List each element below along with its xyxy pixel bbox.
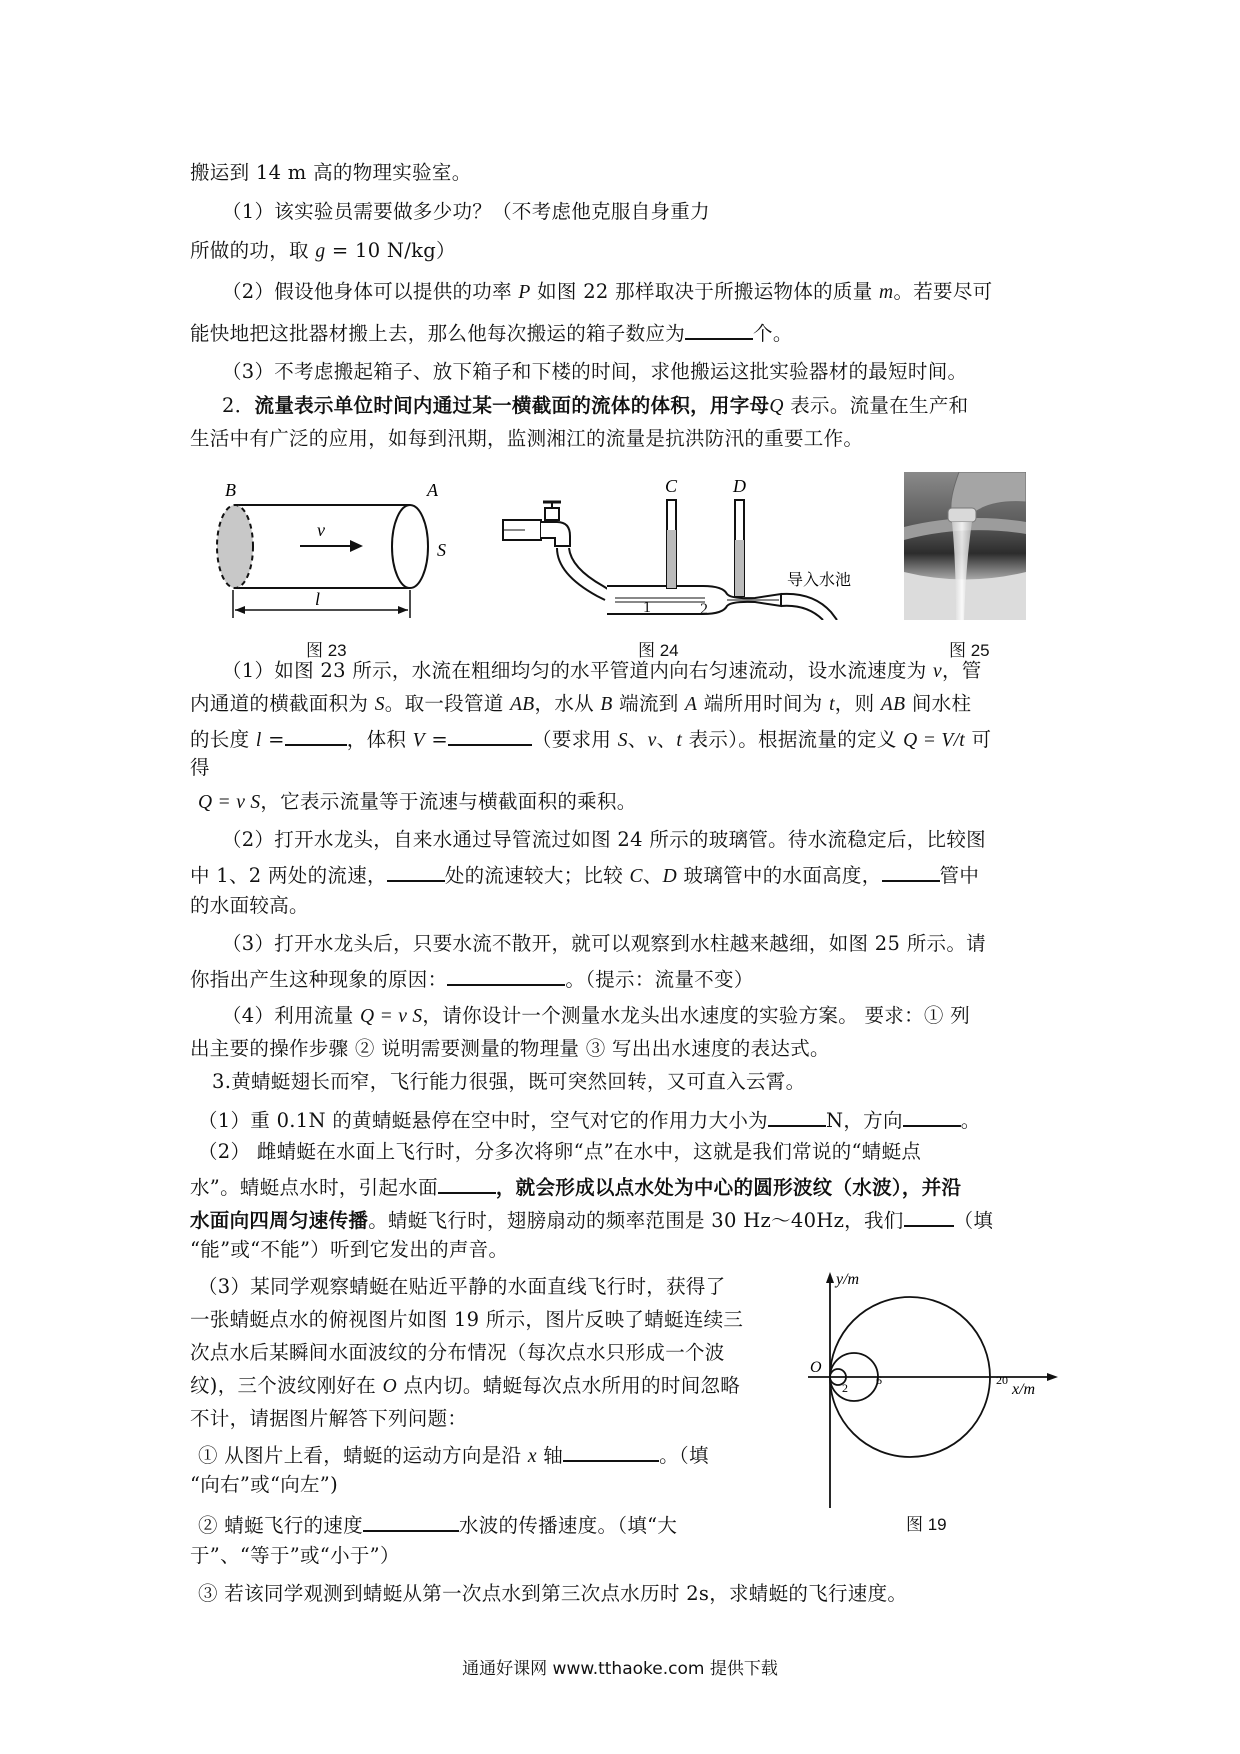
- label-v: v: [317, 520, 325, 540]
- q3-intro: 3.黄蜻蜓翅长而窄，飞行能力很强，既可突然回转，又可直入云霄。: [212, 1070, 806, 1093]
- answer-blank[interactable]: [285, 724, 347, 746]
- figure-25-faucet-photo: [904, 472, 1026, 620]
- q2-part-1: （1）如图 23 所示，水流在粗细均匀的水平管道内向右匀速流动，设水流速度为 v，管: [222, 659, 982, 682]
- label-S: S: [437, 540, 446, 560]
- answer-blank[interactable]: [768, 1105, 826, 1127]
- figure-23-pipe: [205, 470, 460, 620]
- q2-part-4-line-2: 出主要的操作步骤 ② 说明需要测量的物理量 ③ 写出出水速度的表达式。: [190, 1037, 830, 1060]
- label-to-pool: 导入水池: [787, 570, 852, 589]
- label-l: l: [315, 589, 321, 609]
- label-1: 1: [643, 599, 651, 616]
- q3-part-2-line-2: 水”。蜻蜓点水时，引起水面 ，就会形成以点水处为中心的圆形波纹（水波），并沿: [190, 1172, 1060, 1201]
- x-axis-label: x/m: [1012, 1381, 1036, 1398]
- answer-blank[interactable]: [882, 860, 940, 882]
- answer-blank[interactable]: [448, 724, 532, 746]
- figure-19-ripples: [800, 1268, 1072, 1516]
- q1-part-2: （2）假设他身体可以提供的功率 P 如图 22 那样取决于所搬运物体的质量 m。若要尽可: [222, 280, 993, 303]
- q3-part-3-line-3: 次点水后某瞬间水面波纹的分布情况（每次点水只形成一个波: [190, 1341, 725, 1364]
- q3-part-3-sub-1-line-2: “向右”或“向左”): [190, 1473, 338, 1496]
- q1-part-1: （1）该实验员需要做多少功？（不考虑他克服自身重力: [222, 200, 710, 223]
- answer-blank[interactable]: [363, 1510, 459, 1532]
- q3-part-3-sub-2: ② 蜻蜓飞行的速度 水波的传播速度。（填“大: [198, 1510, 1068, 1539]
- label-2: 2: [700, 601, 708, 618]
- q2-intro-cont: 生活中有广泛的应用，如每到汛期，监测湘江的流量是抗洪防汛的重要工作。: [190, 427, 864, 450]
- q2-part-2-line-3: 的水面较高。: [190, 894, 309, 917]
- figure-24-caption: 图 24: [638, 641, 679, 660]
- label-D: D: [733, 476, 746, 496]
- q3-part-2-line-3: 水面向四周匀速传播。蜻蜓飞行时，翅膀扇动的频率范围是 30 Hz～40Hz，我们 （填: [190, 1205, 1060, 1234]
- q3-part-1: （1）重 0.1N 的黄蜻蜓悬停在空中时，空气对它的作用力大小为 N，方向 。: [198, 1105, 1068, 1134]
- q1-part-1-cont: 所做的功，取 g = 10 N/kg）: [190, 239, 456, 262]
- figure-24-faucet-tubes: [495, 470, 865, 620]
- q2-part-1-line-3: 的长度 l = ，体积 V = （要求用 S、v、t 表示）。根据流量的定义 Q = V/t 可: [190, 724, 1060, 754]
- answer-blank[interactable]: [387, 860, 445, 882]
- q3-part-3-line-2: 一张蜻蜓点水的俯视图片如图 19 所示，图片反映了蜻蜓连续三: [190, 1308, 744, 1331]
- label-B: B: [225, 480, 236, 500]
- label-A: A: [427, 480, 438, 500]
- answer-blank[interactable]: [447, 964, 565, 986]
- tick-2: 2: [842, 1381, 848, 1395]
- answer-blank[interactable]: [563, 1440, 659, 1462]
- page-footer: 通通好课网 www.tthaoke.com 提供下载: [462, 1659, 778, 1679]
- q2-intro: 2．流量表示单位时间内通过某一横截面的流体的体积，用字母Q 表示。流量在生产和: [222, 394, 969, 417]
- q2-part-2-line-2: 中 1、2 两处的流速， 处的流速较大；比较 C、D 玻璃管中的水面高度， 管中: [190, 860, 1060, 890]
- q3-part-2: （2） 雌蜻蜓在水面上飞行时，分多次将卵“点”在水中，这就是我们常说的“蜻蜓点: [198, 1140, 922, 1163]
- tick-6: 6: [876, 1373, 882, 1387]
- figure-23-caption: 图 23: [306, 641, 347, 660]
- tick-20: 20: [996, 1373, 1008, 1387]
- answer-blank[interactable]: [438, 1172, 496, 1194]
- q2-part-1-line-5: Q = v S，它表示流量等于流速与横截面积的乘积。: [198, 790, 637, 813]
- q1-line-1: 搬运到 14 m 高的物理实验室。: [190, 161, 472, 184]
- answer-blank[interactable]: [685, 318, 753, 340]
- q3-part-3-sub-1: ① 从图片上看，蜻蜓的运动方向是沿 x 轴 。（填: [198, 1440, 1068, 1470]
- q3-part-3-sub-3: ③ 若该同学观测到蜻蜓从第一次点水到第三次点水历时 2s，求蜻蜓的飞行速度。: [198, 1582, 908, 1605]
- q1-part-2-cont: 能快地把这批器材搬上去，那么他每次搬运的箱子数应为 个。: [190, 318, 1060, 347]
- q2-part-1-line-2: 内通道的横截面积为 S。取一段管道 AB，水从 B 端流到 A 端所用时间为 t，则 AB 间水柱: [190, 692, 972, 715]
- q2-part-3: （3）打开水龙头后，只要水流不散开，就可以观察到水柱越来越细，如图 25 所示。请: [222, 932, 986, 955]
- figure-25-caption: 图 25: [949, 641, 990, 660]
- answer-blank[interactable]: [903, 1105, 961, 1127]
- q2-part-2: （2）打开水龙头，自来水通过导管流过如图 24 所示的玻璃管。待水流稳定后，比较图: [222, 828, 986, 851]
- y-axis-label: y/m: [836, 1271, 860, 1288]
- label-C: C: [665, 476, 678, 496]
- answer-blank[interactable]: [904, 1205, 954, 1227]
- figure-19-caption: 图 19: [906, 1515, 947, 1534]
- q3-part-3-sub-2-line-2: 于”、“等于”或“小于”）: [190, 1544, 400, 1567]
- origin-label: O: [810, 1359, 822, 1376]
- q2-part-4: （4）利用流量 Q = v S，请你设计一个测量水龙头出水速度的实验方案。 要求：① 列: [222, 1004, 970, 1027]
- q2-part-3-line-2: 你指出产生这种现象的原因： 。（提示：流量不变）: [190, 964, 1060, 993]
- q2-part-1-line-4: 得: [190, 756, 210, 779]
- q3-part-3-line-4: 纹)，三个波纹刚好在 O 点内切。蜻蜓每次点水所用的时间忽略: [190, 1374, 741, 1397]
- q3-part-3: （3）某同学观察蜻蜓在贴近平静的水面直线飞行时，获得了: [198, 1275, 726, 1298]
- q3-part-3-line-5: 不计，请据图片解答下列问题：: [190, 1407, 468, 1430]
- q3-part-2-line-4: “能”或“不能”）听到它发出的声音。: [190, 1238, 509, 1261]
- q1-part-3: （3）不考虑搬起箱子、放下箱子和下楼的时间，求他搬运这批实验器材的最短时间。: [222, 360, 968, 383]
